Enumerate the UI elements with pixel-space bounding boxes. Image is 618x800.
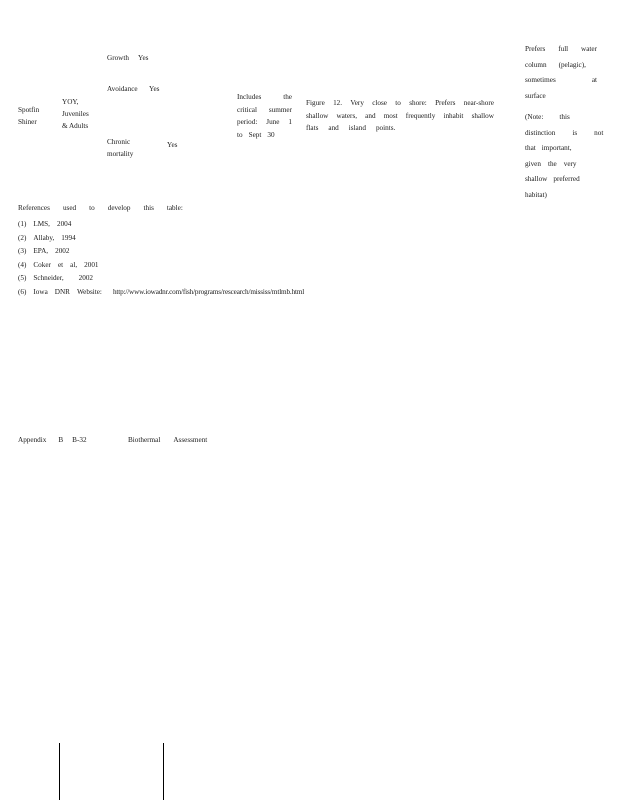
reference-item: (1) LMS, 2004 [18,220,72,228]
growth-label: Growth [107,54,129,62]
habitat-note-line: given the very [525,159,577,168]
reference-item: (6) Iowa DNR Website: http://www.iowadnr.com/fish/programs/rescearch/mississ/mtlmb.html [18,286,304,300]
chronic-value: Yes [167,141,178,149]
life-stage-cell [62,96,89,132]
species-name-line-2: Shiner [18,118,37,126]
page-footer-appendix: Appendix B B-32 [18,436,87,444]
figure-note-cell [306,97,494,135]
habitat-note-cell [525,110,604,203]
reference-url-link[interactable]: http://www.iowadnr.com/fish/programs/rescearch/mississ/mtlmb.html [112,287,305,296]
habitat-note-line: habitat) [525,190,547,199]
avoidance-label: Avoidance [107,85,138,93]
habitat-note-line: shallow preferred [525,175,580,183]
habitat-note-line: (Note: this [525,113,570,121]
period-line: critical summer [237,105,292,114]
reference-item: (4) Coker et al, 2001 [18,260,99,269]
growth-value: Yes [138,54,149,62]
figure-note-line: shallow waters, and most frequently inhabit shallow [306,111,494,120]
chronic-label-line-1: Chronic [107,138,131,146]
period-line: to Sept 30 [237,130,275,139]
avoidance-value: Yes [149,85,160,93]
life-stage-line-3: & Adults [62,122,89,130]
habitat-cell [525,42,597,104]
figure-note-line: flats and island points. [306,124,396,132]
figure-note-line: Figure 12. Very close to shore: Prefers near-shore [306,99,494,107]
life-stage-line-1: YOY, [62,98,79,106]
chronic-label-line-2: mortality [107,150,134,158]
period-line: period: June 1 [237,118,292,126]
habitat-note-line: distinction is not [525,128,604,137]
period-cell [237,91,292,141]
habitat-line: surface [525,91,546,100]
table-column-rule-left [59,743,60,800]
reference-item: (5) Schneider, 2002 [18,274,94,283]
page-footer-section: Biothermal Assessment [128,436,208,444]
habitat-line: sometimes at [525,76,597,84]
habitat-note-line: that important, [525,144,572,152]
reference-list [18,218,304,300]
species-name-line-1: Spotfin [18,106,40,114]
habitat-line: column (pelagic), [525,60,586,69]
period-line: Includes the [237,93,292,101]
reference-item: (2) Allaby, 1994 [18,233,76,242]
references-heading: References used to develop this table: [18,204,183,212]
life-stage-line-2: Juveniles [62,110,89,118]
table-column-rule-right [163,743,164,800]
reference-item: (3) EPA, 2002 [18,247,70,256]
chronic-label [107,136,133,160]
habitat-line: Prefers full water [525,45,597,53]
species-cell [18,104,39,128]
